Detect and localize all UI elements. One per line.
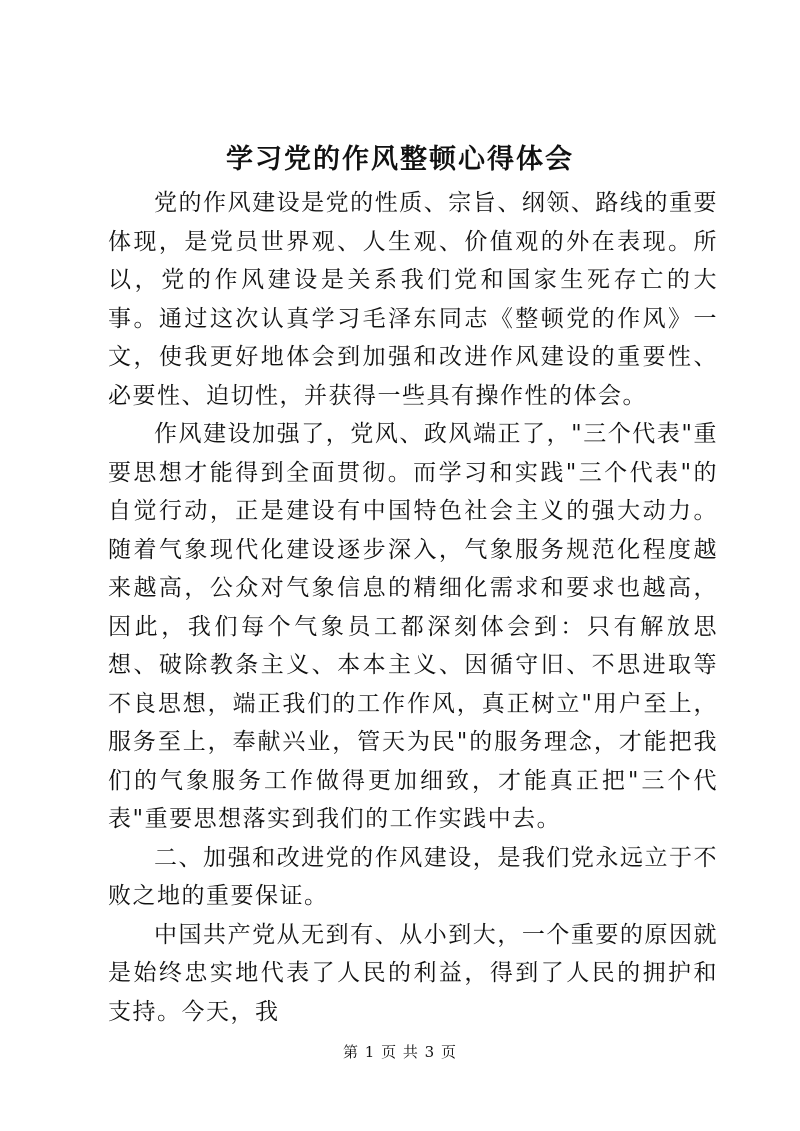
document-body (108, 184, 718, 1031)
paragraph-3: 二、加强和改进党的作风建设，是我们党永远立于不败之地的重要保证。 (108, 844, 718, 909)
paragraph-1: 党的作风建设是党的性质、宗旨、纲领、路线的重要体现，是党员世界观、人生观、价值观的外在表现。所以，党的作风建设是关系我们党和国家生死存亡的大事。通过这次认真学习毛泽东同志《整顿党的作风》一文，使我更好地体会到加强和改进作风建设的重要性、必要性、迫切性，并获得一些具有操作性的体会。 (108, 190, 718, 409)
paragraph-2: 作风建设加强了，党风、政风端正了，"三个代表"重要思想才能得到全面贯彻。而学习和实践"三个代表"的自觉行动，正是建设有中国特色社会主义的强大动力。随着气象现代化建设逐步深入，气象服务规范化程度越来越高，公众对气象信息的精细化需求和要求也越高，因此，我们每个气象员工都深刻体会到：只有解放思想、破除教条主义、本本主义、因循守旧、不思进取等不良思想，端正我们的工作作风，真正树立"用户至上，服务至上，奉献兴业，管天为民"的服务理念，才能把我们的气象服务工作做得更加细致，才能真正把"三个代表"重要思想落实到我们的工作实践中去。 (108, 421, 718, 832)
document-title: 学习党的作风整顿心得体会 (226, 144, 574, 175)
paragraph-4: 中国共产党从无到有、从小到大，一个重要的原因就是始终忠实地代表了人民的利益，得到了人民的拥护和支持。今天，我 (108, 921, 718, 1025)
page-footer: 第 1 页 共 3 页 (343, 1043, 457, 1061)
